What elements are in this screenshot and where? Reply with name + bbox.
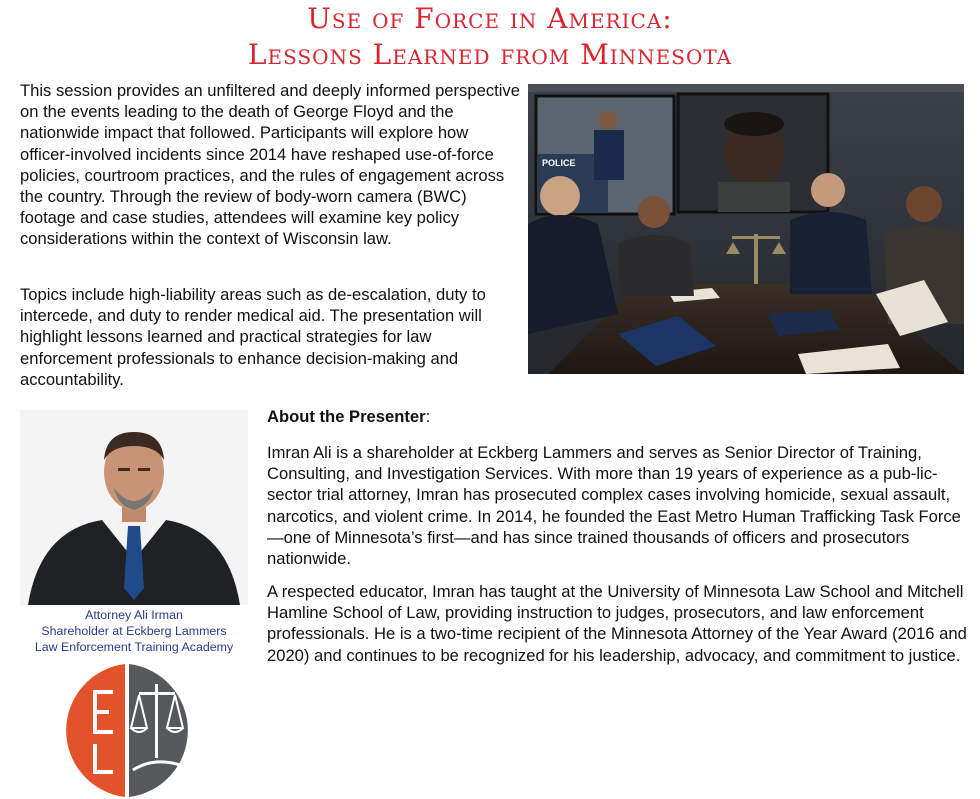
presenter-bio-1: Imran Ali is a shareholder at Eckberg Lammers and serves as Senior Director of Training, Consulting, and Investigation Services. With more than 19 years of experience as a pub-lic-sector trial attorney, Imran has prosecuted complex cases involving homicide, sexual assault, narcotics, and violent crime. In 2014, he founded the East Metro Human Trafficking Task Force—one of Minnesota’s first—and has since trained thousands of officers and prosecutors nationwide. [267,443,961,569]
about-heading-colon: : [425,407,431,426]
presenter-caption-title: Shareholder at Eckberg Lammers [41,624,227,638]
session-description: This session provides an unfiltered and deeply informed perspective on the events leading to the death of George Floyd and the nationwide impact that followed. Participants will explore how officer-involved incidents since 2014 have reshaped use-of-force policies, courtroom practices, and the rules of engagement across the country. Through the review of body-worn camera (BWC) footage and case studies, attendees will examine key policy considerations within the context of Wisconsin law. [20,81,520,249]
logo-letters: EL [55,662,57,663]
eckberg-lammers-logo [55,662,195,799]
title-line-2: Lessons Learned from Minnesota [247,38,733,71]
presenter-portrait [20,410,248,605]
meeting-room-photo [528,84,964,374]
about-presenter-heading [267,406,967,427]
about-heading-text: About the Presenter [267,407,426,426]
title-line-1: Use of Force in America: [307,2,673,35]
presenter-bio-2: A respected educator, Imran has taught at the University of Minnesota Law School and Mitchell Hamline School of Law, providing instruction to judges, prosecutors, and law enforcement professionals. He is a two-time recipient of the Minnesota Attorney of the Year Award (2016 and 2020) and continues to be recognized for his leadership, advocacy, and commitment to justice. [267,582,967,665]
presenter-caption-academy: Law Enforcement Training Academy [34,640,234,654]
session-topics: Topics include high-liability areas such as de-escalation, duty to intercede, and duty to render medical aid. The presentation will highlight lessons learned and practical strategies for law enforcement professionals to enhance decision-making and accountability. [20,285,486,389]
screen-police-text: POLICE [542,158,576,168]
presenter-caption-name: Attorney Ali Irman [85,608,183,622]
